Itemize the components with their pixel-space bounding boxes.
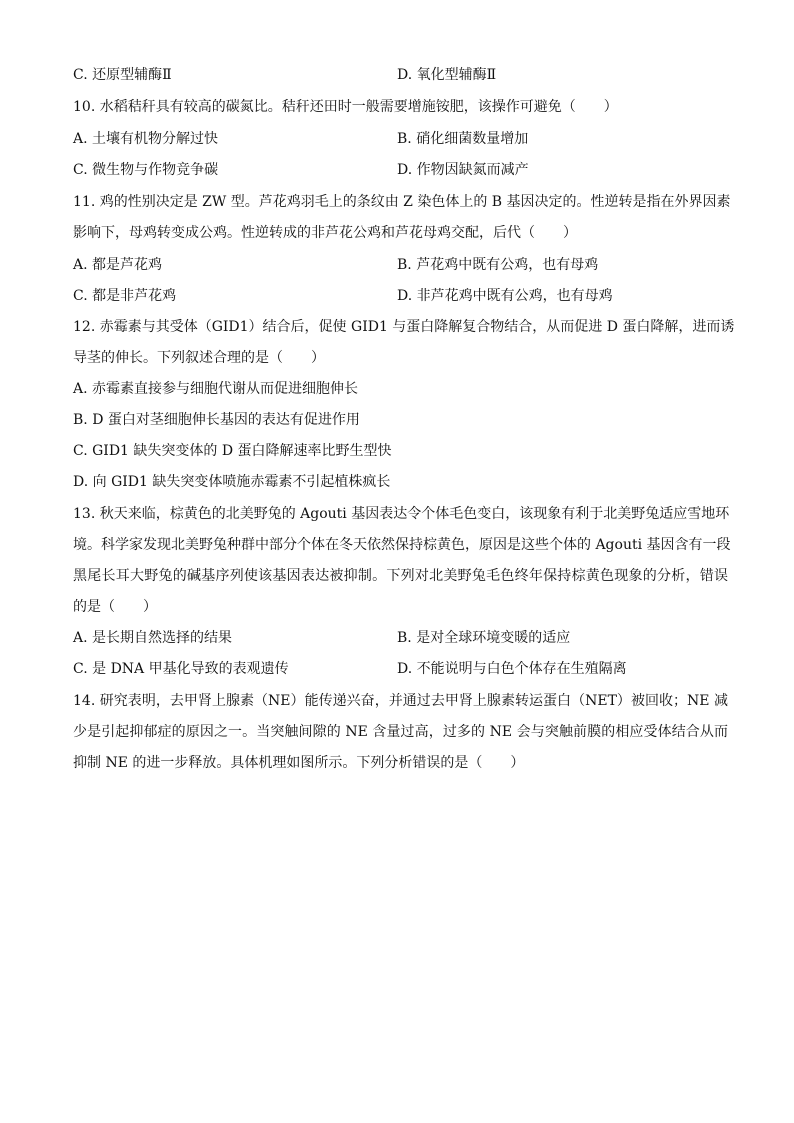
q10-option-b: B. 硝化细菌数量增加	[397, 131, 529, 147]
q12-option-a: A. 赤霉素直接参与细胞代谢从而促进细胞伸长	[73, 381, 359, 397]
q10-stem: 10. 水稻秸秆具有较高的碳氮比。秸秆还田时一般需要增施铵肥，该操作可避免（ ）	[73, 99, 618, 115]
q12-stem-line-2: 导茎的伸长。下列叙述合理的是（ ）	[73, 350, 325, 366]
q12-option-d: D. 向 GID1 缺失突变体喷施赤霉素不引起植株疯长	[73, 474, 391, 490]
q14-stem-line-1: 14. 研究表明，去甲肾上腺素（NE）能传递兴奋，并通过去甲肾上腺素转运蛋白（NET）被回收；NE 减	[73, 693, 728, 709]
q14-stem-line-3: 抑制 NE 的进一步释放。具体机理如图所示。下列分析错误的是（ ）	[73, 755, 525, 771]
q13-option-b: B. 是对全球环境变暖的适应	[397, 630, 571, 646]
q11-stem-line-2: 影响下，母鸡转变成公鸡。性逆转成的非芦花公鸡和芦花母鸡交配，后代（ ）	[73, 225, 577, 241]
q11-option-d: D. 非芦花鸡中既有公鸡，也有母鸡	[397, 288, 613, 304]
q10-option-d: D. 作物因缺氮而减产	[397, 162, 529, 178]
q9-option-d: D. 氧化型辅酶Ⅱ	[397, 67, 497, 83]
q13-stem-line-2: 境。科学家发现北美野兔种群中部分个体在冬天依然保持棕黄色，原因是这些个体的 Agouti 基因含有一段	[73, 537, 731, 553]
q9-option-c: C. 还原型辅酶Ⅱ	[73, 67, 172, 83]
q10-option-a: A. 土壤有机物分解过快	[73, 131, 219, 147]
q13-stem-line-1: 13. 秋天来临，棕黄色的北美野兔的 Agouti 基因表达令个体毛色变白，该现象有利于北美野兔适应雪地环	[73, 506, 730, 522]
q14-stem-line-2: 少是引起抑郁症的原因之一。当突触间隙的 NE 含量过高，过多的 NE 会与突触前膜的相应受体结合从而	[73, 724, 728, 740]
q13-stem-line-3: 黑尾长耳大野兔的碱基序列使该基因表达被抑制。下列对北美野兔毛色终年保持棕黄色现象的分析，错误	[73, 568, 728, 584]
q11-option-c: C. 都是非芦花鸡	[73, 288, 177, 304]
q12-option-c: C. GID1 缺失突变体的 D 蛋白降解速率比野生型快	[73, 443, 392, 459]
q13-option-a: A. 是长期自然选择的结果	[73, 630, 233, 646]
q10-option-c: C. 微生物与作物竞争碳	[73, 162, 219, 178]
q11-option-a: A. 都是芦花鸡	[73, 257, 163, 273]
q12-stem-line-1: 12. 赤霉素与其受体（GID1）结合后，促使 GID1 与蛋白降解复合物结合，从而促进 D 蛋白降解，进而诱	[73, 319, 735, 335]
q13-option-c: C. 是 DNA 甲基化导致的表观遗传	[73, 661, 289, 677]
q11-option-b: B. 芦花鸡中既有公鸡，也有母鸡	[397, 257, 599, 273]
q13-stem-line-4: 的是（ ）	[73, 599, 157, 615]
q11-stem-line-1: 11. 鸡的性别决定是 ZW 型。芦花鸡羽毛上的条纹由 Z 染色体上的 B 基因决定的。性逆转是指在外界因素	[73, 194, 731, 210]
q12-option-b: B. D 蛋白对茎细胞伸长基因的表达有促进作用	[73, 412, 360, 428]
q13-option-d: D. 不能说明与白色个体存在生殖隔离	[397, 661, 627, 677]
